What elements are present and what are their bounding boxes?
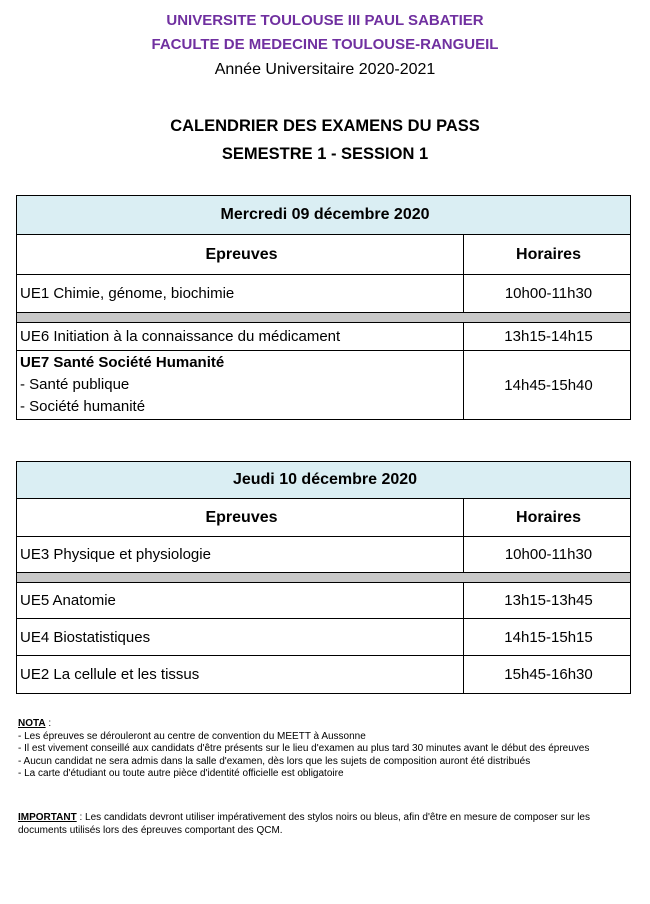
important-label: IMPORTANT <box>18 812 77 823</box>
table-row <box>17 619 631 656</box>
separator-row <box>17 313 631 323</box>
exam-time: 14h15-15h15 <box>464 619 631 656</box>
exam-label: UE1 Chimie, génome, biochimie <box>17 275 464 313</box>
table-row <box>17 323 631 351</box>
exam-time: 14h45-15h40 <box>464 351 631 420</box>
exam-label: UE4 Biostatistiques <box>17 619 464 656</box>
exam-table-day1 <box>16 195 631 420</box>
exam-time: 10h00-11h30 <box>464 537 631 573</box>
exam-time: 13h15-14h15 <box>464 323 631 351</box>
exam-table-day2 <box>16 461 631 694</box>
ue7-sub-1: - Santé publique <box>20 376 130 393</box>
important-section <box>18 812 618 837</box>
table-row <box>17 275 631 313</box>
exam-label: UE2 La cellule et les tissus <box>17 656 464 694</box>
page-title: CALENDRIER DES EXAMENS DU PASS <box>170 117 480 135</box>
table-row <box>17 351 631 420</box>
nota-section <box>18 718 618 781</box>
university-name: UNIVERSITE TOULOUSE III PAUL SABATIER <box>166 12 484 29</box>
epreuves-header: Epreuves <box>17 235 464 275</box>
day2-date: Jeudi 10 décembre 2020 <box>17 462 631 499</box>
day1-date: Mercredi 09 décembre 2020 <box>17 196 631 235</box>
ue7-title: UE7 Santé Société Humanité <box>20 354 225 371</box>
table-row <box>17 656 631 694</box>
exam-time: 13h15-13h45 <box>464 583 631 619</box>
epreuves-header: Epreuves <box>17 499 464 537</box>
horaires-header: Horaires <box>464 499 631 537</box>
important-text: : Les candidats devront utiliser impérativement des stylos noirs ou bleus, afin d'être en mesure de composer sur les documents utilisés lors des épreuves comportant des QCM. <box>18 812 590 836</box>
nota-item: - Il est vivement conseillé aux candidats d'être présents sur le lieu d'examen au plus tard 30 minutes avant le début des épreuves <box>18 743 590 754</box>
nota-item: - Les épreuves se dérouleront au centre de convention du MEETT à Aussonne <box>18 730 366 742</box>
horaires-header: Horaires <box>464 235 631 275</box>
nota-label: NOTA <box>18 718 46 729</box>
faculty-name: FACULTE DE MEDECINE TOULOUSE-RANGUEIL <box>151 36 499 53</box>
nota-colon: : <box>45 718 52 729</box>
nota-heading <box>18 718 618 731</box>
exam-label-ue7 <box>17 351 464 420</box>
exam-time: 10h00-11h30 <box>464 275 631 313</box>
separator-row <box>17 573 631 583</box>
page-subtitle: SEMESTRE 1 - SESSION 1 <box>221 145 429 163</box>
academic-year: Année Universitaire 2020-2021 <box>214 61 436 78</box>
exam-label: UE5 Anatomie <box>17 583 464 619</box>
table-row <box>17 537 631 573</box>
ue7-sub-2: - Société humanité <box>20 398 146 415</box>
exam-label: UE3 Physique et physiologie <box>17 537 464 573</box>
exam-time: 15h45-16h30 <box>464 656 631 694</box>
table-row <box>17 583 631 619</box>
nota-item: - Aucun candidat ne sera admis dans la salle d'examen, dès lors que les sujets de composition auront été distribués <box>18 755 531 767</box>
exam-label: UE6 Initiation à la connaissance du médicament <box>17 323 464 351</box>
nota-item: - La carte d'étudiant ou toute autre pièce d'identité officielle est obligatoire <box>18 768 344 779</box>
